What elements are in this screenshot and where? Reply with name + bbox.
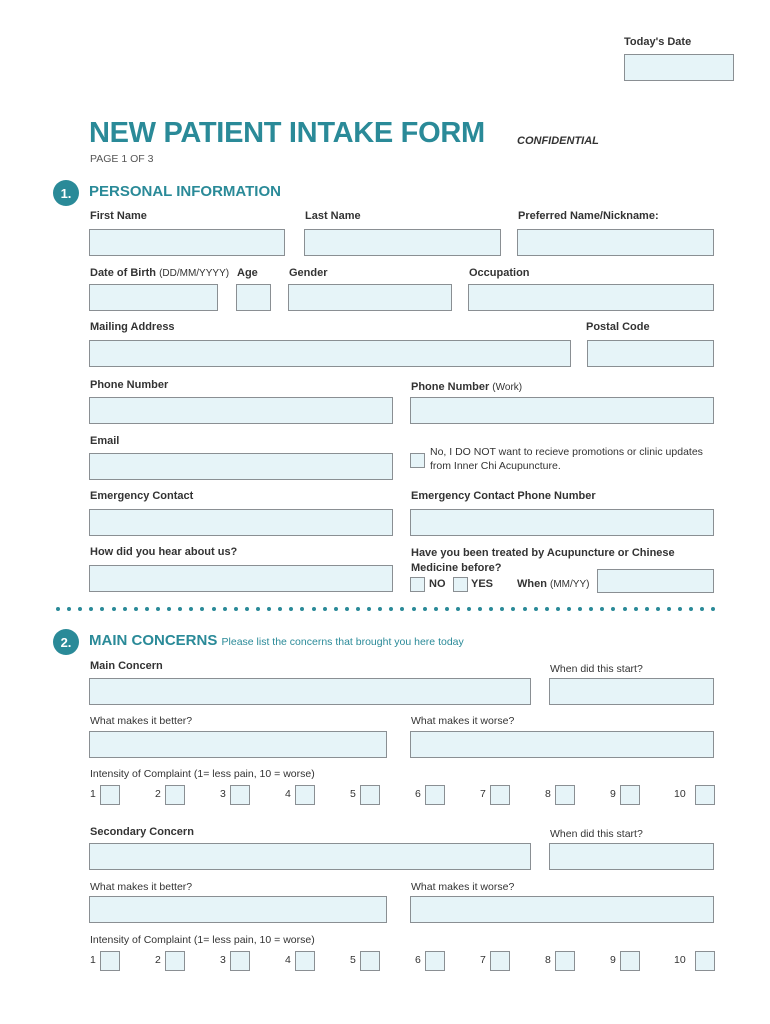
intensity-2-number-6: 6 bbox=[415, 954, 421, 966]
worse-field[interactable] bbox=[410, 731, 714, 758]
confidential-label: CONFIDENTIAL bbox=[517, 135, 599, 147]
when-start-field-2[interactable] bbox=[549, 843, 714, 870]
when-start-label: When did this start? bbox=[550, 663, 643, 675]
section-1-heading: PERSONAL INFORMATION bbox=[89, 183, 281, 200]
gender-field[interactable] bbox=[288, 284, 452, 311]
intensity-2-checkbox-5[interactable] bbox=[360, 951, 380, 971]
todays-date-label: Today's Date bbox=[624, 36, 692, 48]
secondary-concern-label: Secondary Concern bbox=[90, 826, 194, 838]
when-start-label-2: When did this start? bbox=[550, 828, 643, 840]
when-start-field[interactable] bbox=[549, 678, 714, 705]
postal-code-label: Postal Code bbox=[586, 321, 650, 333]
intensity-2-number-2: 2 bbox=[155, 954, 161, 966]
email-field[interactable] bbox=[89, 453, 393, 480]
intensity-number-3: 3 bbox=[220, 788, 226, 800]
emergency-contact-label: Emergency Contact bbox=[90, 490, 194, 502]
form-title: NEW PATIENT INTAKE FORM bbox=[89, 117, 485, 149]
worse-label: What makes it worse? bbox=[411, 715, 515, 727]
intensity-checkbox-4[interactable] bbox=[295, 785, 315, 805]
optout-line-1: No, I DO NOT want to recieve promotions or clinic updates bbox=[430, 446, 703, 458]
intensity-number-7: 7 bbox=[480, 788, 486, 800]
phone-work-label: Phone Number (Work) bbox=[411, 381, 523, 393]
main-concern-label: Main Concern bbox=[90, 660, 163, 672]
gender-label: Gender bbox=[289, 267, 328, 279]
intensity-2-number-1: 1 bbox=[90, 954, 96, 966]
intensity-number-4: 4 bbox=[285, 788, 291, 800]
worse-label-2: What makes it worse? bbox=[411, 881, 515, 893]
intensity-2-checkbox-7[interactable] bbox=[490, 951, 510, 971]
intensity-number-5: 5 bbox=[350, 788, 356, 800]
email-label: Email bbox=[90, 435, 120, 447]
intensity-number-10: 10 bbox=[674, 788, 686, 800]
dob-label: Date of Birth (DD/MM/YYYY) bbox=[90, 267, 230, 279]
intensity-checkbox-5[interactable] bbox=[360, 785, 380, 805]
optout-checkbox[interactable] bbox=[410, 453, 425, 468]
section-2-badge: 2. bbox=[53, 629, 79, 655]
phone-work-field[interactable] bbox=[410, 397, 714, 424]
better-field-2[interactable] bbox=[89, 896, 387, 923]
phone-field[interactable] bbox=[89, 397, 393, 424]
intensity-checkbox-6[interactable] bbox=[425, 785, 445, 805]
intensity-2-checkbox-3[interactable] bbox=[230, 951, 250, 971]
treated-before-line-2: Medicine before? bbox=[411, 562, 502, 574]
section-divider bbox=[56, 607, 716, 613]
intensity-number-8: 8 bbox=[545, 788, 551, 800]
intensity-2-number-4: 4 bbox=[285, 954, 291, 966]
intensity-checkbox-7[interactable] bbox=[490, 785, 510, 805]
intensity-2-number-8: 8 bbox=[545, 954, 551, 966]
intensity-2-number-5: 5 bbox=[350, 954, 356, 966]
emergency-phone-label: Emergency Contact Phone Number bbox=[411, 490, 596, 502]
intensity-2-number-9: 9 bbox=[610, 954, 616, 966]
better-label-2: What makes it better? bbox=[90, 881, 193, 893]
first-name-field[interactable] bbox=[89, 229, 285, 256]
dob-field[interactable] bbox=[89, 284, 218, 311]
mailing-address-field[interactable] bbox=[89, 340, 571, 367]
intensity-checkbox-3[interactable] bbox=[230, 785, 250, 805]
intensity-checkbox-10[interactable] bbox=[695, 785, 715, 805]
heard-about-field[interactable] bbox=[89, 565, 393, 592]
heard-about-label: How did you hear about us? bbox=[90, 546, 238, 558]
secondary-concern-field[interactable] bbox=[89, 843, 531, 870]
occupation-field[interactable] bbox=[468, 284, 714, 311]
age-label: Age bbox=[237, 267, 258, 279]
last-name-label: Last Name bbox=[305, 210, 361, 222]
intensity-2-number-3: 3 bbox=[220, 954, 226, 966]
intensity-2-checkbox-6[interactable] bbox=[425, 951, 445, 971]
preferred-name-field[interactable] bbox=[517, 229, 714, 256]
optout-line-2: from Inner Chi Acupuncture. bbox=[430, 460, 561, 472]
intensity-2-number-7: 7 bbox=[480, 954, 486, 966]
occupation-label: Occupation bbox=[469, 267, 530, 279]
intensity-checkbox-1[interactable] bbox=[100, 785, 120, 805]
todays-date-field[interactable] bbox=[624, 54, 734, 81]
main-concern-field[interactable] bbox=[89, 678, 531, 705]
intensity-label: Intensity of Complaint (1= less pain, 10 = worse) bbox=[90, 768, 315, 780]
mailing-address-label: Mailing Address bbox=[90, 321, 175, 333]
intensity-2-number-10: 10 bbox=[674, 954, 686, 966]
last-name-field[interactable] bbox=[304, 229, 501, 256]
better-field[interactable] bbox=[89, 731, 387, 758]
intensity-number-6: 6 bbox=[415, 788, 421, 800]
intensity-checkbox-9[interactable] bbox=[620, 785, 640, 805]
intensity-number-9: 9 bbox=[610, 788, 616, 800]
when-field[interactable] bbox=[597, 569, 714, 593]
intensity-2-checkbox-9[interactable] bbox=[620, 951, 640, 971]
postal-code-field[interactable] bbox=[587, 340, 714, 367]
intensity-2-checkbox-10[interactable] bbox=[695, 951, 715, 971]
treated-no-checkbox[interactable] bbox=[410, 577, 425, 592]
worse-field-2[interactable] bbox=[410, 896, 714, 923]
page-indicator: PAGE 1 OF 3 bbox=[90, 153, 154, 165]
treated-before-line-1: Have you been treated by Acupuncture or Chinese bbox=[411, 547, 675, 559]
intensity-checkbox-2[interactable] bbox=[165, 785, 185, 805]
intensity-2-checkbox-1[interactable] bbox=[100, 951, 120, 971]
phone-label: Phone Number bbox=[90, 379, 169, 391]
intensity-2-checkbox-8[interactable] bbox=[555, 951, 575, 971]
intensity-checkbox-8[interactable] bbox=[555, 785, 575, 805]
age-field[interactable] bbox=[236, 284, 271, 311]
section-2-subheading: Please list the concerns that brought you here today bbox=[221, 636, 464, 648]
intensity-2-checkbox-4[interactable] bbox=[295, 951, 315, 971]
treated-no-label: NO bbox=[429, 578, 446, 590]
when-label: When (MM/YY) bbox=[517, 578, 590, 590]
better-label: What makes it better? bbox=[90, 715, 193, 727]
emergency-contact-field[interactable] bbox=[89, 509, 393, 536]
preferred-name-label: Preferred Name/Nickname: bbox=[518, 210, 659, 222]
intensity-2-checkbox-2[interactable] bbox=[165, 951, 185, 971]
intensity-label-2: Intensity of Complaint (1= less pain, 10 = worse) bbox=[90, 934, 315, 946]
intensity-number-2: 2 bbox=[155, 788, 161, 800]
intensity-number-1: 1 bbox=[90, 788, 96, 800]
treated-yes-checkbox[interactable] bbox=[453, 577, 468, 592]
section-1-badge: 1. bbox=[53, 180, 79, 206]
treated-yes-label: YES bbox=[471, 578, 494, 590]
emergency-phone-field[interactable] bbox=[410, 509, 714, 536]
first-name-label: First Name bbox=[90, 210, 147, 222]
section-2-heading: MAIN CONCERNS Please list the concerns that brought you here today bbox=[89, 632, 464, 649]
